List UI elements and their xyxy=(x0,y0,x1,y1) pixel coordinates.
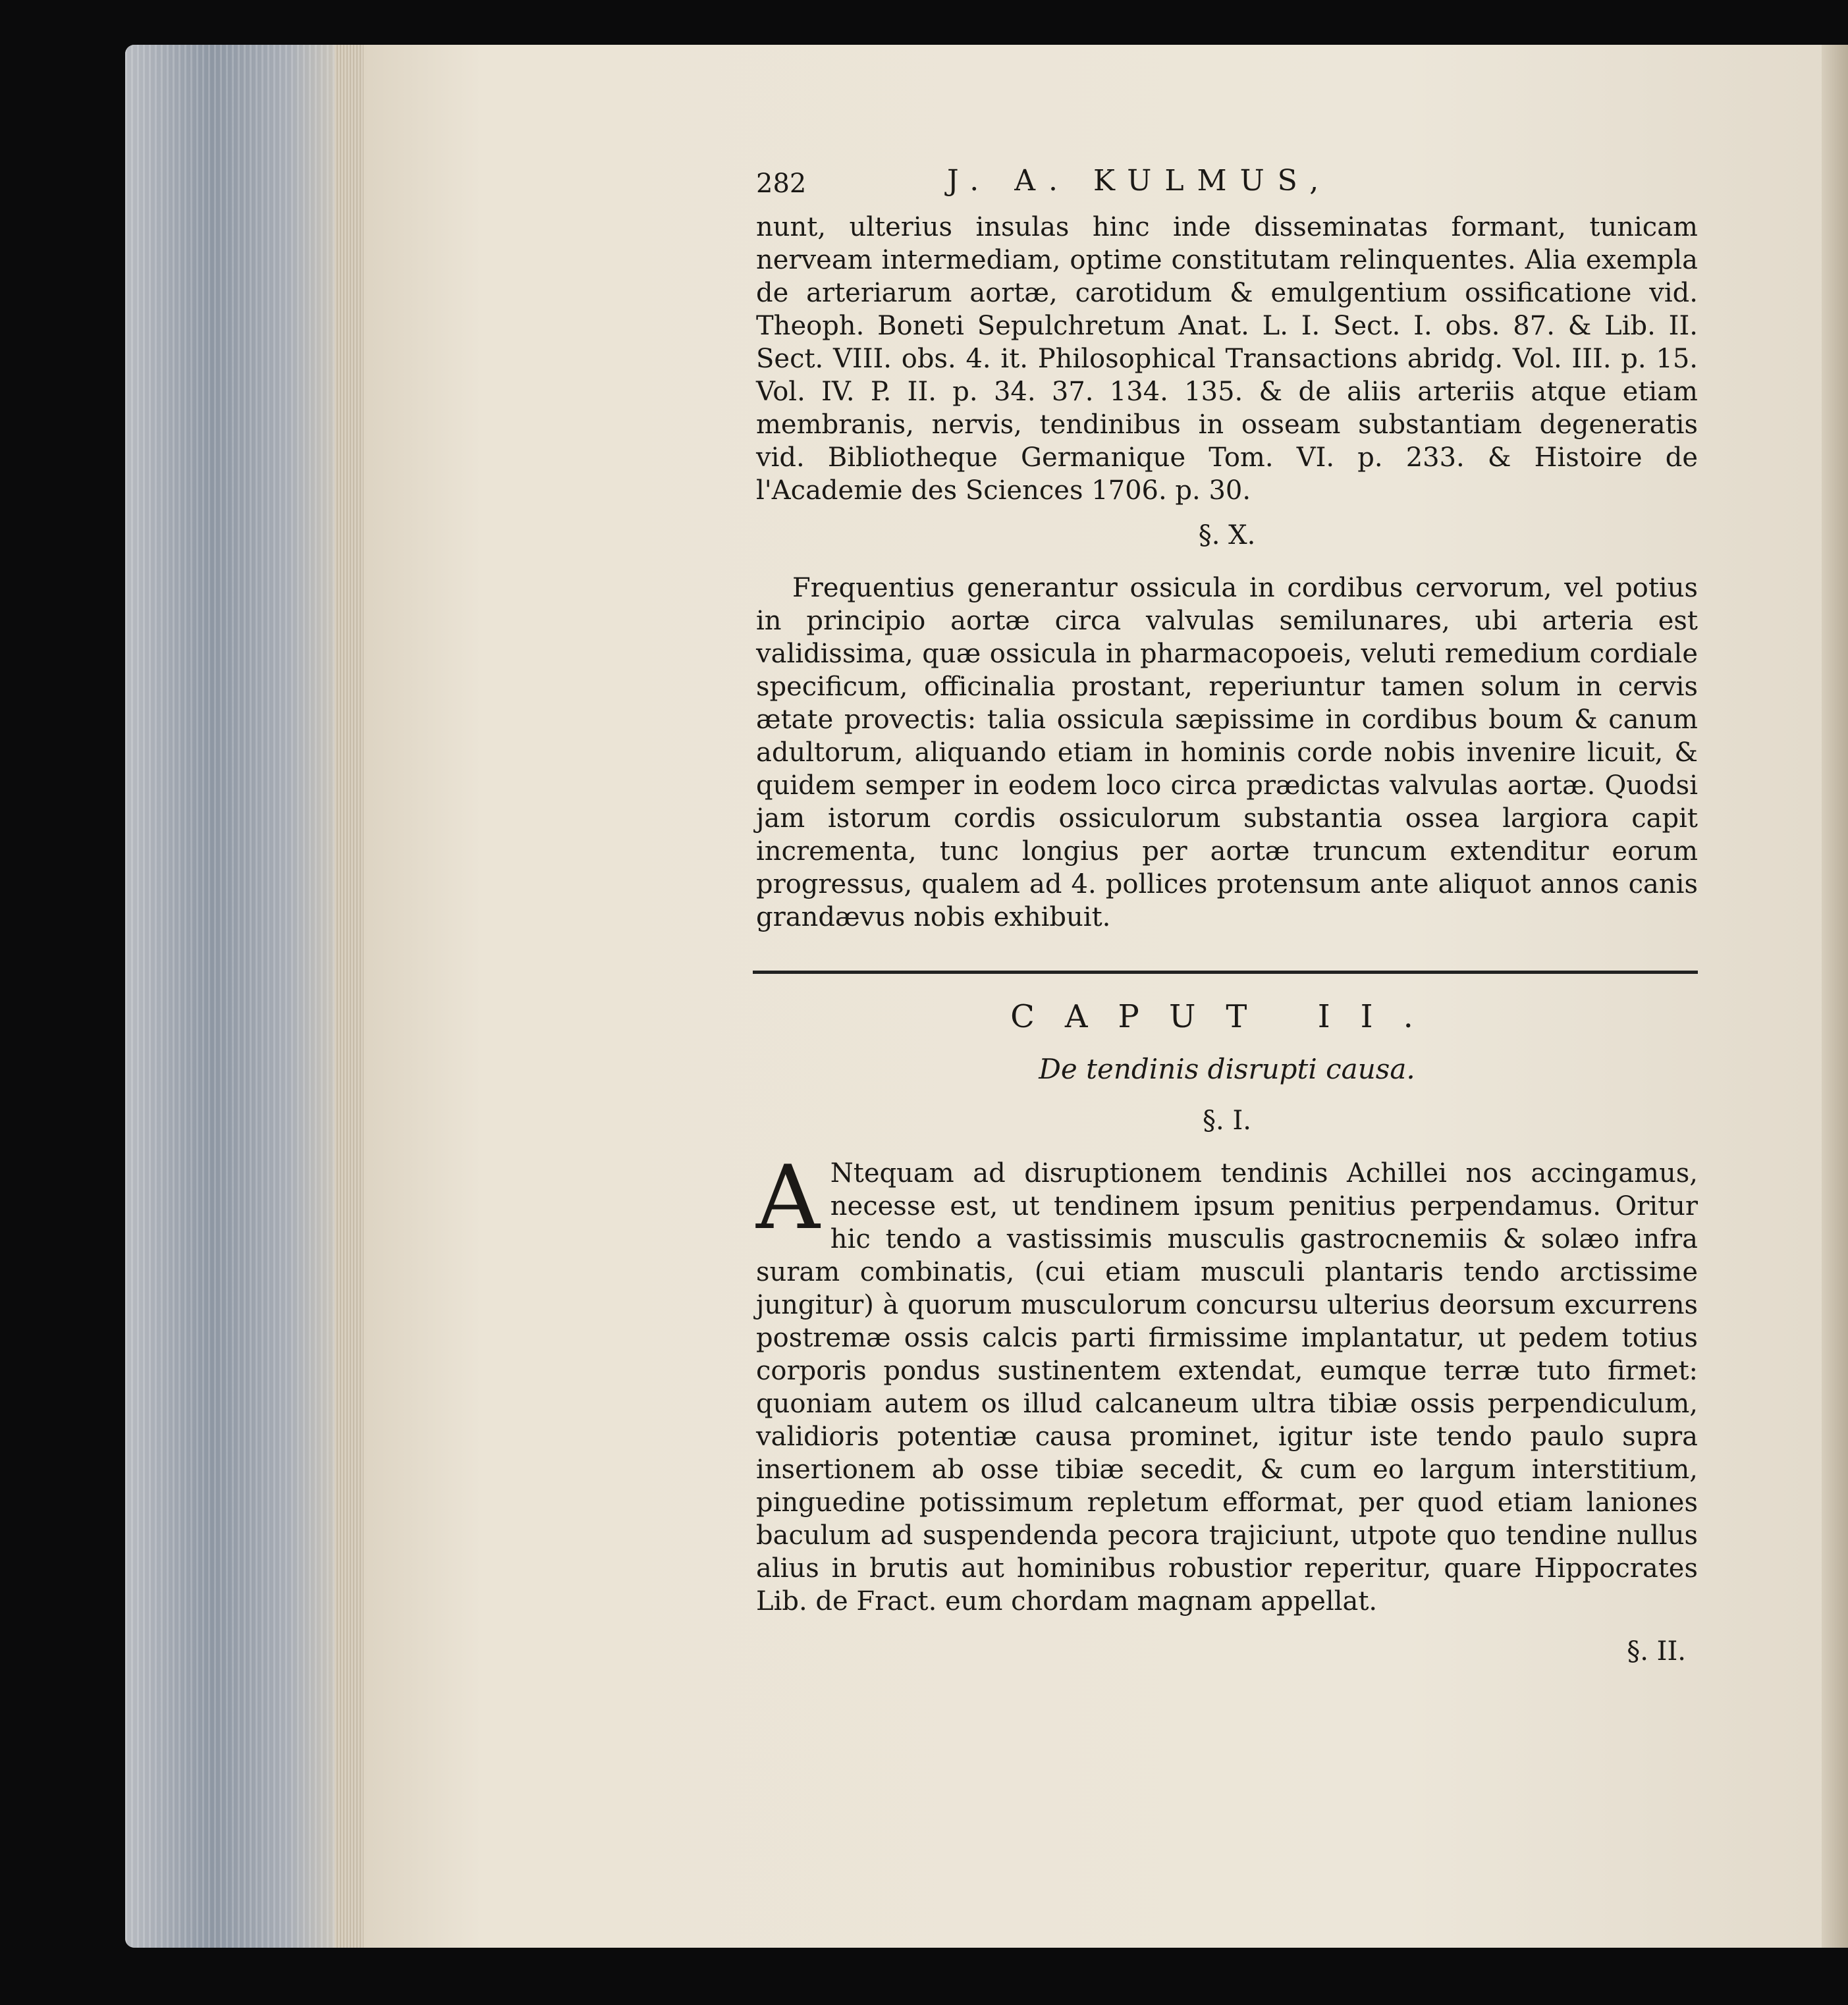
catchword: §. II. xyxy=(1627,1636,1686,1667)
chapter-title: CAPUT II. xyxy=(1010,998,1444,1035)
chapter-divider-rule xyxy=(753,971,1698,974)
paragraph-tendo xyxy=(756,1146,1698,1618)
facing-page-edge xyxy=(1822,45,1848,1948)
drop-cap: A xyxy=(756,1146,820,1249)
page-header xyxy=(756,165,1698,211)
section-heading-i: §. I. xyxy=(1203,1106,1251,1136)
paragraph-ossicula: Frequentius generantur ossicula in cordibus cervorum, vel potius in principio aortæ circa valvulas semilunares, ubi arteria est validissima, quæ ossicula in pharmacopoeis, veluti remedium cordiale specificum, officinalia prostant, reperiuntur tamen solum in cervis ætate provectis: talia ossicula sæpissime in cordibus boum & canum adultorum, aliquando etiam in hominis corde nobis invenire licuit, & quidem semper in eodem loco circa prædictas valvulas aortæ. Quodsi jam istorum cordis ossiculorum substantia ossea largiora capit incrementa, tunc longius per aortæ truncum extenditur eorum progressus, qualem ad 4. pollices protensum ante aliquot annos canis grandævus nobis exhibuit. xyxy=(756,573,1698,932)
page-text-block xyxy=(756,165,1698,1668)
page-number: 282 xyxy=(756,169,807,199)
page-stack xyxy=(335,45,366,1948)
paragraph-tendo-text: Ntequam ad disruptionem tendinis Achillei nos accingamus, necesse est, ut tendinem ipsum penitius perpendamus. Oritur hic tendo a vastissimis musculis gastrocnemiis & solæo infra suram combinatis, (cui etiam musculi plantaris tendo arctissime jungitur) à quorum musculorum concursu ulterius deorsum excurrens postremæ ossis calcis parti firmissime implantatur, ut pedem totius corporis pondus sustinentem extendat, eumque terræ tuto firmet: quoniam autem os illud calcaneum ultra tibiæ ossis perpendiculum, validioris potentiæ causa prominet, igitur iste tendo paulo supra insertionem ab osse tibiæ secedit, & cum eo largum interstitium, pinguedine potissimum repletum efformat, per quod etiam laniones baculum ad suspendenda pecora trajiciunt, utpote quo tendine nullus alius in brutis aut hominibus robustior reperitur, quare Hippocrates Lib. de Fract. eum chordam magnam appellat. xyxy=(756,1158,1698,1617)
book-fore-edge xyxy=(125,45,342,1948)
chapter-subtitle: De tendinis disrupti causa. xyxy=(1039,1053,1415,1085)
running-head: J. A. KULMUS, xyxy=(947,164,1332,198)
paragraph-continued: nunt, ulterius insulas hinc inde disseminatas formant, tunicam nerveam intermediam, optime constitutam relinquentes. Alia exempla de arteriarum aortæ, carotidum & emulgentium ossificatione vid. Theoph. Boneti Sepulchretum Anat. L. I. Sect. I. obs. 87. & Lib. II. Sect. VIII. obs. 4. it. Philosophical Transactions abridg. Vol. III. p. 15. Vol. IV. P. II. p. 34. 37. 134. 135. & de aliis arteriis atque etiam membranis, nervis, tendinibus in osseam substantiam degeneratis vid. Bibliotheque Germanique Tom. VI. p. 233. & Histoire de l'Academie des Sciences 1706. p. 30. xyxy=(756,212,1698,506)
section-heading-x: §. X. xyxy=(1198,520,1256,550)
